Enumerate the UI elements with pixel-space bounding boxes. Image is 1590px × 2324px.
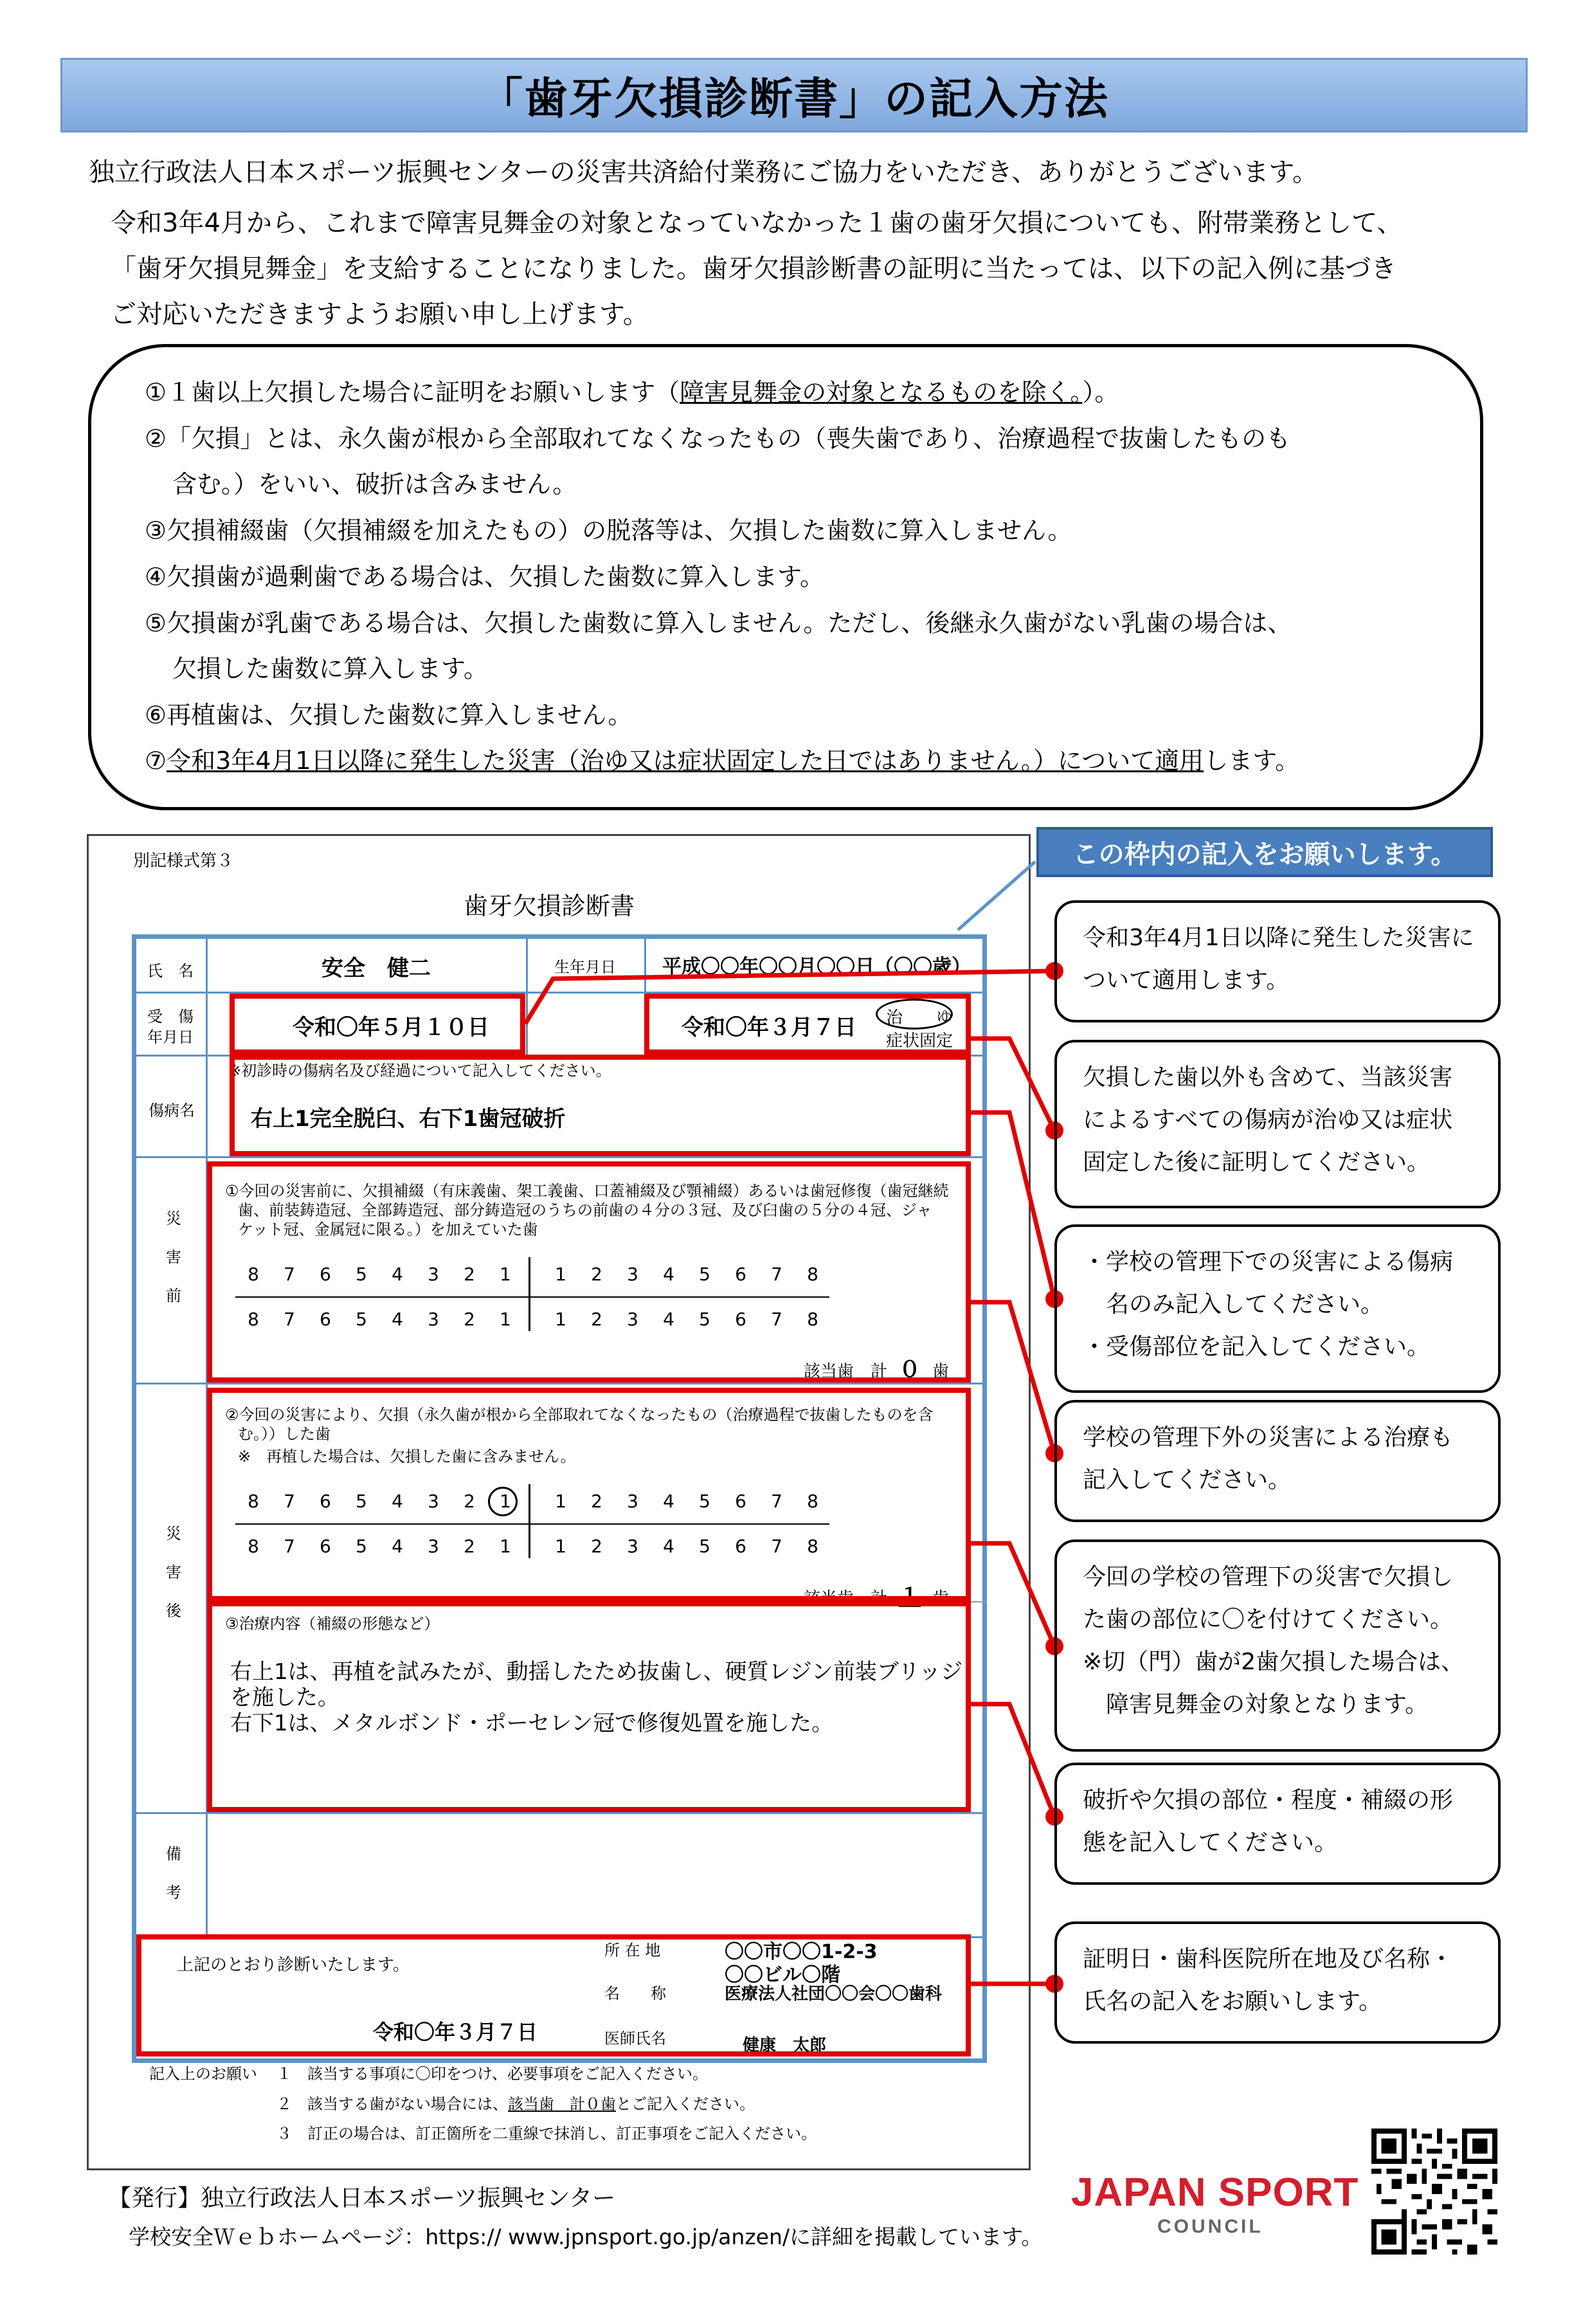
rule-5b: 欠損した歯数に算入します。 <box>172 655 488 683</box>
tooth[interactable]: 1 <box>500 1264 511 1285</box>
disease-note: ※初診時の傷病名及び経過について記入してください。 <box>228 1062 611 1080</box>
callout-2 <box>1054 1040 1501 1208</box>
callout-1 <box>1054 900 1501 1022</box>
tooth[interactable]: 1 <box>555 1264 566 1285</box>
callout-3-line: ・学校の管理下での災害による傷病 <box>1083 1249 1454 1275</box>
tooth[interactable]: 5 <box>699 1491 710 1512</box>
intro-line-4: ご対応いただきますようお願い申し上げます。 <box>111 300 649 329</box>
callout-6-line: 態を記入してください。 <box>1083 1829 1338 1856</box>
after-note-3: ※ 再植した場合は、欠損した歯に含みません。 <box>238 1448 576 1466</box>
tooth[interactable]: 4 <box>663 1491 674 1512</box>
connector-line-4 <box>971 1302 1054 1453</box>
rule-6: ⑥再植歯は、欠損した歯数に算入しません。 <box>145 701 633 729</box>
tooth[interactable]: 5 <box>699 1264 710 1285</box>
after-note-2: む。））した歯 <box>238 1425 330 1443</box>
rule-1-b: 障害見舞金の対象となるものを除く。 <box>680 378 1083 406</box>
tooth[interactable]: 5 <box>699 1309 710 1330</box>
tooth[interactable]: 6 <box>735 1491 746 1512</box>
after-count-label: 該当歯 計 <box>804 1589 888 1608</box>
diagnosis-date: 令和〇年３月７日 <box>373 2020 538 2044</box>
callout-5-line: た歯の部位に〇を付けてください。 <box>1083 1606 1454 1633</box>
tooth[interactable]: 2 <box>591 1536 602 1557</box>
tooth[interactable]: 5 <box>356 1491 367 1512</box>
tooth[interactable]: 7 <box>284 1536 295 1557</box>
intro-line-3: 「歯牙欠損見舞金」を支給することになりました。歯牙欠損診断書の証明に当たっては、以下の記入例に基づき <box>111 254 1396 284</box>
tooth[interactable]: 3 <box>428 1264 439 1285</box>
tooth[interactable]: 6 <box>735 1264 746 1285</box>
injury-date-label: 受 傷 年月日 <box>147 1008 194 1046</box>
tooth[interactable]: 8 <box>807 1264 818 1285</box>
tooth[interactable]: 6 <box>320 1264 331 1285</box>
callout-3-line: 名のみ記入してください。 <box>1083 1291 1384 1318</box>
logo-japan-sport: JAPAN SPORT <box>1071 2170 1359 2215</box>
tooth[interactable]: 5 <box>356 1536 367 1557</box>
after-note-1: ②今回の災害により、欠損（永久歯が根から全部取れてなくなったもの（治療過程で抜歯したものを含 <box>225 1406 934 1424</box>
rule-7-b: 令和3年4月1日以降に発生した災害（治ゆ又は症状固定した日ではありません。）について適用 <box>167 747 1204 775</box>
tooth[interactable]: 8 <box>807 1309 818 1330</box>
remarks-label: 備 考 <box>166 1845 181 1902</box>
note-2-c: とご記入ください。 <box>616 2095 755 2113</box>
tooth[interactable]: 7 <box>284 1309 295 1330</box>
connector-line-6 <box>971 1704 1054 1817</box>
tooth[interactable]: 4 <box>392 1264 403 1285</box>
tooth[interactable]: 4 <box>663 1309 674 1330</box>
birth-value: 平成〇〇年〇〇月〇〇日（〇〇歳） <box>662 956 971 978</box>
tooth[interactable]: 2 <box>591 1309 602 1330</box>
tooth[interactable]: 2 <box>464 1536 475 1557</box>
tooth[interactable]: 4 <box>392 1491 403 1512</box>
callout-2-line: によるすべての傷病が治ゆ又は症状 <box>1083 1107 1453 1133</box>
rule-1-c: ）。 <box>1082 378 1119 406</box>
before-label: 災 害 前 <box>166 1210 181 1305</box>
address-label: 所 在 地 <box>604 1941 661 1959</box>
diagnosis-statement: 上記のとおり診断いたします。 <box>177 1956 410 1975</box>
intro-line-2: 令和3年4月から、これまで障害見舞金の対象となっていなかった１歯の歯牙欠損についても、附帯業務として、 <box>111 208 1403 238</box>
connector-line-3 <box>971 1112 1054 1299</box>
tooth[interactable]: 4 <box>663 1264 674 1285</box>
header-callout-pointer <box>958 862 1035 930</box>
callout-4 <box>1054 1400 1501 1522</box>
notes-heading: 記入上のお願い <box>149 2065 257 2083</box>
before-count-unit: 歯 <box>932 1362 950 1381</box>
tooth[interactable]: 7 <box>284 1491 295 1512</box>
footer-website[interactable]: 学校安全Ｗｅｂホームページ：https:// www.jpnsport.go.jp/anzen/に詳細を掲載しています。 <box>129 2224 1043 2249</box>
tooth[interactable]: 3 <box>627 1309 638 1330</box>
doctor-label: 医師氏名 <box>604 2029 666 2047</box>
name-value: 安全 健二 <box>321 956 431 981</box>
rule-7-a: ⑦ <box>145 747 167 775</box>
note-1: １ 該当する事項に〇印をつけ、必要事項をご記入ください。 <box>276 2065 709 2083</box>
tooth[interactable]: 7 <box>771 1491 782 1512</box>
note-2-b: 該当歯 計０歯 <box>508 2095 616 2113</box>
birth-label: 生年月日 <box>554 958 616 976</box>
before-note-1: ①今回の災害前に、欠損補綴（有床義歯、架工義歯、口蓋補綴及び顎補綴）あるいは歯冠修復（歯冠継続 <box>225 1182 949 1200</box>
form-title: 歯牙欠損診断書 <box>464 892 635 920</box>
callout-4-line: 学校の管理下外の災害による治療も <box>1083 1424 1454 1451</box>
callout-1-line: ついて適用します。 <box>1083 967 1290 994</box>
qr-code-icon <box>1371 2129 1497 2255</box>
tooth[interactable]: 2 <box>464 1309 475 1330</box>
rule-4: ④欠損歯が過剰歯である場合は、欠損した歯数に算入します。 <box>145 563 825 591</box>
rule-3: ③欠損補綴歯（欠損補綴を加えたもの）の脱落等は、欠損した歯数に算入しません。 <box>145 516 1072 545</box>
tooth[interactable]: 8 <box>248 1491 259 1512</box>
callout-3-line: ・受傷部位を記入してください。 <box>1083 1334 1431 1360</box>
tooth[interactable]: 5 <box>699 1536 710 1557</box>
callout-4-line: 記入してください。 <box>1083 1467 1292 1493</box>
tooth[interactable]: 3 <box>627 1264 638 1285</box>
callout-5-line: 今回の学校の管理下の災害で欠損し <box>1083 1564 1454 1590</box>
disease-label: 傷病名 <box>149 1102 195 1120</box>
note-3: ３ 訂正の場合は、訂正箇所を二重線で抹消し、訂正事項をご記入ください。 <box>276 2125 817 2143</box>
callout-5 <box>1054 1539 1501 1752</box>
tooth-circled[interactable]: 1 <box>500 1491 511 1512</box>
tooth[interactable]: 3 <box>627 1491 638 1512</box>
tooth[interactable]: 7 <box>284 1264 295 1285</box>
after-label: 災 害 後 <box>166 1525 181 1620</box>
callout-header: この枠内の記入をお願いします。 <box>1036 827 1493 877</box>
intro-line-1: 独立行政法人日本スポーツ振興センターの災害共済給付業務にご協力をいただき、ありがとうございます。 <box>89 158 1318 187</box>
callout-7 <box>1054 1921 1501 2044</box>
tooth[interactable]: 8 <box>248 1309 259 1330</box>
clinic-label: 名 称 <box>604 1984 666 2002</box>
tooth[interactable]: 2 <box>464 1491 475 1512</box>
treatment-line-3: 右下1は、メタルボンド・ポーセレン冠で修復処置を施した。 <box>230 1711 834 1736</box>
tooth[interactable]: 8 <box>248 1264 259 1285</box>
note-2-a: ２ 該当する歯がない場合には、 <box>276 2095 508 2113</box>
injury-date-value: 令和〇年５月１０日 <box>293 1015 489 1040</box>
tooth[interactable]: 7 <box>771 1264 782 1285</box>
logo-council: COUNCIL <box>1157 2216 1263 2237</box>
tooth[interactable]: 7 <box>771 1309 782 1330</box>
tooth[interactable]: 6 <box>320 1309 331 1330</box>
treatment-line-1: 右上1は、再植を試みたが、動揺したため抜歯し、硬質レジン前装ブリッジ <box>230 1659 963 1685</box>
rule-2a: ②「欠損」とは、永久歯が根から全部取れてなくなったもの（喪失歯であり、治療過程で抜歯したものも <box>145 424 1291 453</box>
callout-6-line: 破折や欠損の部位・程度・補綴の形 <box>1083 1787 1454 1813</box>
tooth[interactable]: 1 <box>555 1536 566 1557</box>
tooth[interactable]: 8 <box>807 1536 818 1557</box>
tooth[interactable]: 4 <box>392 1536 403 1557</box>
name-label: 氏 名 <box>147 962 194 980</box>
tooth[interactable]: 1 <box>500 1536 511 1557</box>
tooth[interactable]: 5 <box>356 1264 367 1285</box>
treatment-line-2: を施した。 <box>230 1685 339 1711</box>
page-title: 「歯牙欠損診断書」の記入方法 <box>60 58 1528 132</box>
tooth[interactable]: 4 <box>392 1309 403 1330</box>
tooth[interactable]: 1 <box>555 1309 566 1330</box>
disease-value: 右上1完全脱臼、右下1歯冠破折 <box>251 1106 566 1132</box>
cure-date-value: 令和〇年３月７日 <box>682 1015 856 1040</box>
tooth[interactable]: 7 <box>771 1536 782 1557</box>
tooth[interactable]: 8 <box>248 1536 259 1557</box>
rule-1-a: ①１歯以上欠損した場合に証明をお願いします（ <box>145 378 680 406</box>
rule-2b: 含む。）をいい、破折は含みません。 <box>172 470 577 498</box>
connector-line-5 <box>971 1543 1054 1646</box>
cure-option-fixed: 症状固定 <box>886 1031 953 1051</box>
callout-1-line: 令和3年4月1日以降に発生した災害に <box>1083 925 1474 951</box>
footer-publisher: 【発行】独立行政法人日本スポーツ振興センター <box>108 2185 616 2211</box>
form-style-no: 別記様式第３ <box>133 851 234 871</box>
clinic-value: 医療法人社団〇〇会〇〇歯科 <box>725 1984 943 2004</box>
connector-line-1 <box>525 971 1054 1024</box>
before-count-value: ０ <box>899 1357 921 1383</box>
callout-2-line: 固定した後に証明してください。 <box>1083 1149 1431 1176</box>
callout-6 <box>1054 1763 1501 1885</box>
callout-7-line: 証明日・歯科医院所在地及び名称・ <box>1083 1946 1454 1972</box>
tooth[interactable]: 6 <box>320 1491 331 1512</box>
after-count-value: １ <box>899 1584 921 1610</box>
doctor-value: 健康 太郎 <box>743 2036 827 2055</box>
tooth[interactable]: 3 <box>428 1309 439 1330</box>
before-note-3: ケット冠、金属冠に限る。）を加えていた歯 <box>238 1221 538 1239</box>
address-value: 〇〇市〇〇1-2-3 <box>725 1941 878 1963</box>
before-note-2: 歯、前装鋳造冠、全部鋳造冠、部分鋳造冠のうちの前歯の４分の３冠、及び臼歯の５分の４冠、ジャ <box>238 1201 932 1219</box>
callout-7-line: 氏名の記入をお願いします。 <box>1083 1988 1382 2015</box>
tooth[interactable]: 4 <box>663 1536 674 1557</box>
rule-7-c: します。 <box>1204 747 1300 775</box>
tooth[interactable]: 2 <box>464 1264 475 1285</box>
treatment-label: ③治療内容（補綴の形態など） <box>225 1615 440 1633</box>
after-count-unit: 歯 <box>932 1589 950 1608</box>
callout-2-line: 欠損した歯以外も含めて、当該災害 <box>1083 1064 1453 1091</box>
tooth[interactable]: 3 <box>627 1536 638 1557</box>
tooth[interactable]: 8 <box>807 1491 818 1512</box>
callout-5-line: ※切（門）歯が2歯欠損した場合は、 <box>1083 1649 1465 1675</box>
address-value-2: 〇〇ビル〇階 <box>725 1964 840 1986</box>
tooth[interactable]: 2 <box>591 1264 602 1285</box>
tooth[interactable]: 3 <box>428 1491 439 1512</box>
tooth[interactable]: 2 <box>591 1491 602 1512</box>
before-count-label: 該当歯 計 <box>804 1362 888 1381</box>
callout-3 <box>1054 1224 1501 1393</box>
cure-option-heal: 治 ゆ <box>886 1008 953 1028</box>
tooth[interactable]: 6 <box>735 1536 746 1557</box>
tooth[interactable]: 3 <box>428 1536 439 1557</box>
rule-5a: ⑤欠損歯が乳歯である場合は、欠損した歯数に算入しません。ただし、後継永久歯がない乳歯の場合は、 <box>145 609 1292 637</box>
tooth[interactable]: 6 <box>320 1536 331 1557</box>
tooth[interactable]: 6 <box>735 1309 746 1330</box>
tooth[interactable]: 1 <box>555 1491 566 1512</box>
tooth[interactable]: 1 <box>500 1309 511 1330</box>
tooth[interactable]: 5 <box>356 1309 367 1330</box>
callout-5-line: 障害見舞金の対象となります。 <box>1083 1691 1429 1718</box>
